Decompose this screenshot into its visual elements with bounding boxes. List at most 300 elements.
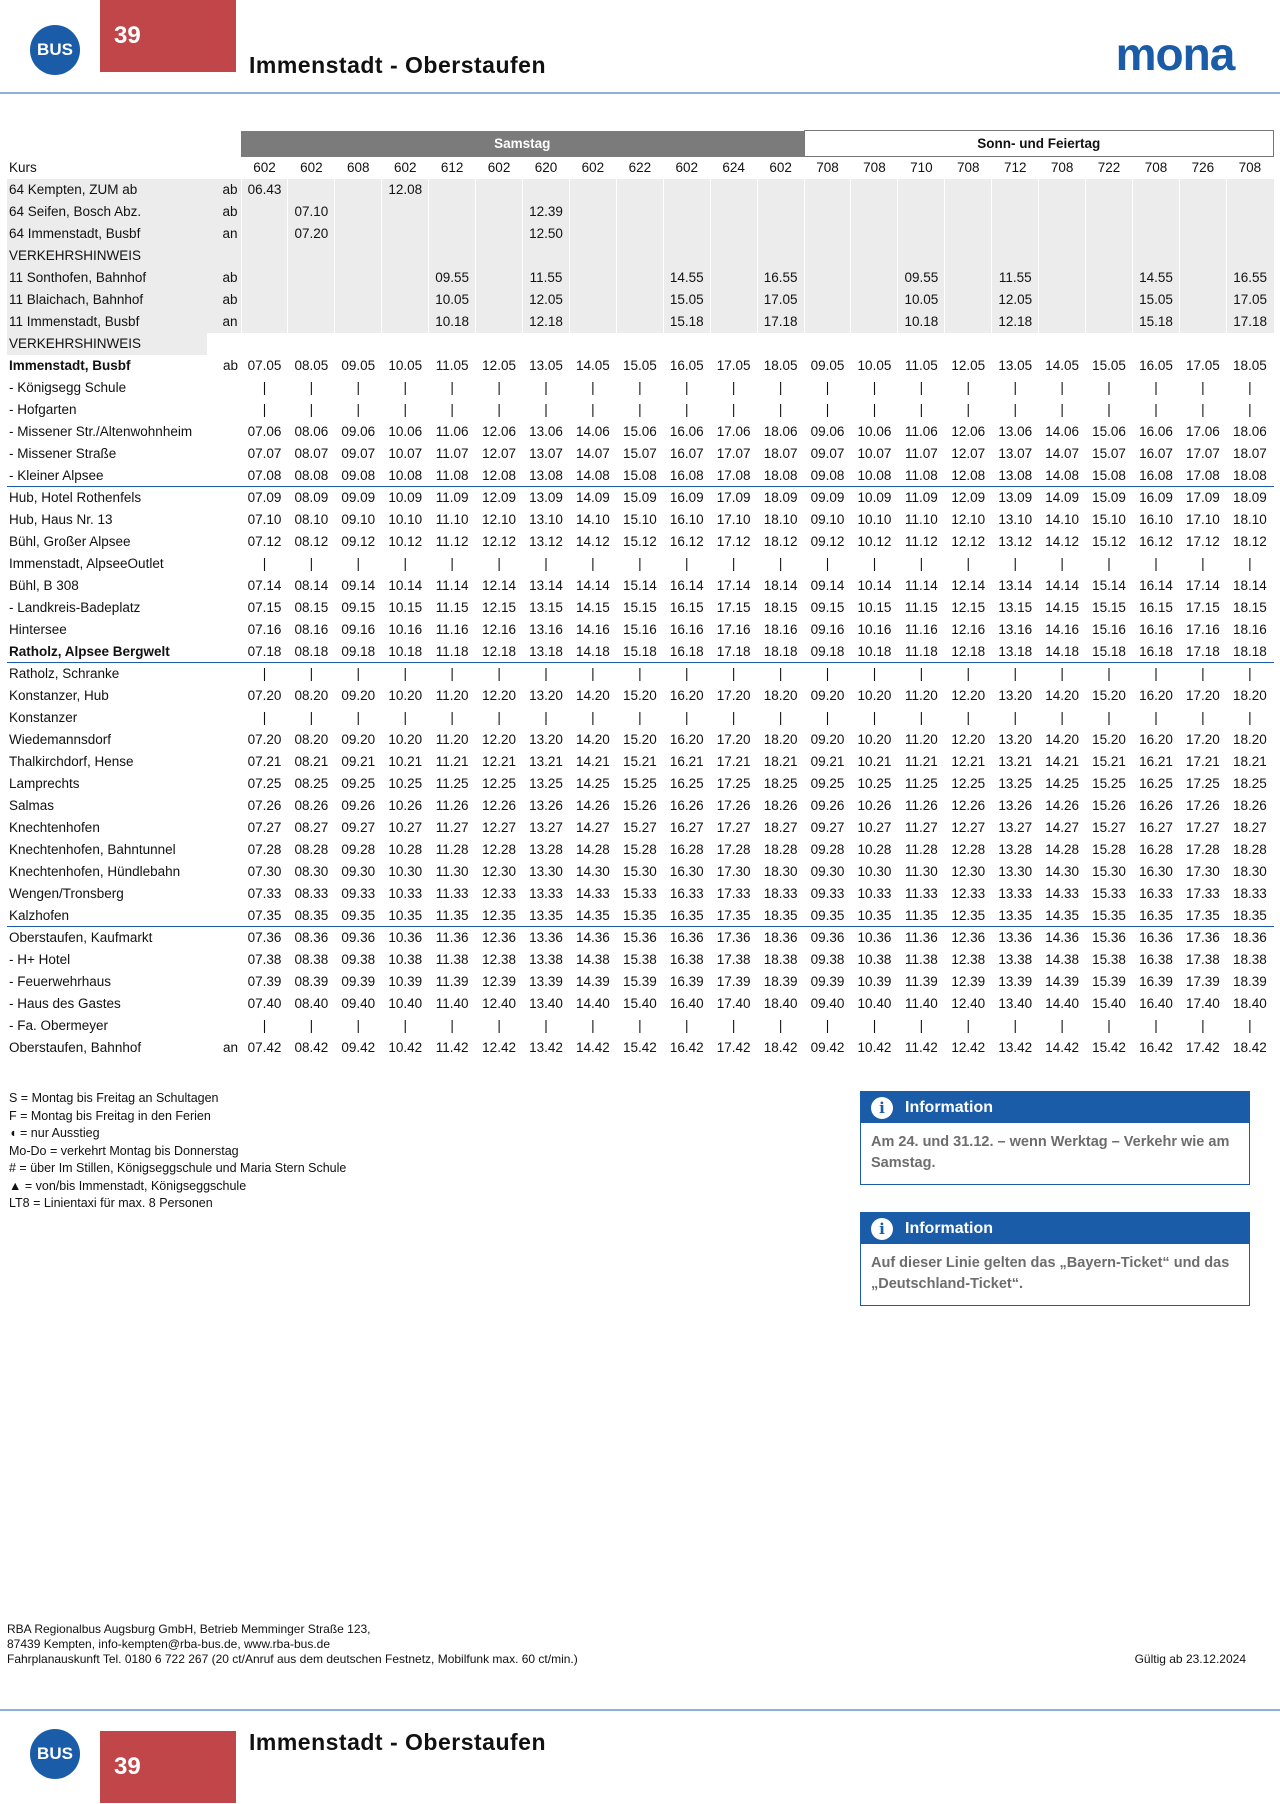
- departure-time: |: [544, 380, 548, 395]
- departure-time: 11.38: [904, 952, 938, 967]
- departure-time: |: [1060, 556, 1064, 571]
- departure-time: 17.21: [1186, 754, 1220, 769]
- departure-time: |: [638, 666, 642, 682]
- departure-time: [616, 179, 663, 201]
- departure-time: 12.21: [951, 754, 986, 769]
- timetable-row: [7, 817, 1274, 839]
- departure-time: [1039, 179, 1086, 201]
- page-title: Immenstadt - Oberstaufen: [249, 52, 546, 78]
- departure-time: [663, 201, 710, 223]
- top-header: [0, 0, 1280, 95]
- departure-time: 18.07: [1233, 446, 1267, 461]
- departure-time: 06.43: [241, 179, 288, 201]
- departure-time: 12.33: [951, 886, 986, 901]
- stop-name: Kalzhofen: [7, 905, 207, 927]
- departure-time: 09.15: [341, 600, 376, 615]
- departure-time: 09.20: [810, 688, 845, 703]
- bus-badge: BUS: [30, 25, 80, 75]
- departure-time: |: [731, 710, 736, 725]
- departure-time: 10.16: [388, 622, 423, 637]
- departure-time: [335, 223, 382, 245]
- departure-time: |: [403, 402, 407, 417]
- departure-time: 14.36: [1045, 930, 1080, 946]
- departure-time: 15.18: [1133, 311, 1180, 333]
- kurs-number: 620: [534, 160, 558, 175]
- departure-time: 18.25: [763, 776, 798, 791]
- departure-time: 12.09: [482, 490, 516, 506]
- stop-name: Wiedemannsdorf: [9, 732, 112, 747]
- departure-time: [382, 223, 429, 245]
- departure-time: [382, 267, 429, 289]
- departure-time: 10.05: [898, 289, 945, 311]
- departure-time: [616, 245, 663, 267]
- departure-time: 09.42: [810, 1040, 845, 1055]
- departure-time: 10.18: [382, 641, 429, 663]
- departure-time: 16.18: [1133, 641, 1180, 663]
- departure-time: [288, 311, 335, 333]
- arrival-departure-flag: [207, 839, 241, 861]
- departure-time: 14.39: [576, 974, 610, 989]
- departure-time: 09.33: [810, 886, 845, 901]
- departure-time: 14.26: [1045, 798, 1080, 813]
- departure-time: 09.05: [810, 358, 845, 373]
- kurs-number: 602: [487, 160, 511, 175]
- departure-time: 16.08: [1133, 465, 1180, 487]
- departure-time: |: [309, 556, 314, 571]
- departure-time: 14.39: [1045, 974, 1080, 989]
- departure-time: 08.05: [294, 358, 329, 373]
- timetable-row: [7, 465, 1274, 487]
- timetable-row: [7, 377, 1274, 399]
- departure-time: 10.42: [857, 1040, 892, 1055]
- departure-time: [1086, 289, 1133, 311]
- arrival-departure-flag: ab: [207, 201, 241, 223]
- departure-time: |: [685, 402, 689, 417]
- departure-time: 14.35: [1039, 905, 1086, 927]
- departure-time: [851, 333, 898, 355]
- departure-time: 17.36: [1186, 930, 1220, 946]
- arrival-departure-flag: [207, 971, 241, 993]
- departure-time: 13.27: [529, 820, 563, 835]
- stop-name: Oberstaufen, Kaufmarkt: [9, 930, 153, 946]
- departure-time: |: [731, 1018, 736, 1033]
- arrival-departure-flag: [207, 861, 241, 883]
- departure-time: 10.39: [857, 974, 892, 989]
- departure-time: 15.14: [1092, 578, 1126, 593]
- departure-time: 07.21: [247, 754, 282, 769]
- departure-time: |: [966, 556, 971, 571]
- departure-time: |: [685, 380, 689, 395]
- departure-time: |: [872, 710, 877, 725]
- departure-time: |: [497, 710, 501, 725]
- departure-time: 15.14: [622, 578, 657, 593]
- departure-time: 15.33: [622, 886, 657, 901]
- timetable-row: [7, 619, 1274, 641]
- departure-time: 15.38: [1092, 952, 1126, 967]
- departure-time: [382, 289, 429, 311]
- departure-time: 07.30: [247, 864, 282, 879]
- departure-time: 16.20: [669, 688, 704, 703]
- departure-time: 12.14: [482, 578, 516, 593]
- departure-time: [1039, 223, 1086, 245]
- departure-time: 10.28: [857, 842, 892, 857]
- departure-time: [616, 201, 663, 223]
- departure-time: 16.30: [1139, 864, 1173, 879]
- departure-time: 14.42: [576, 1040, 610, 1055]
- line-number-badge: 39: [100, 0, 236, 72]
- stop-name: Bühl, Großer Alpsee: [9, 534, 131, 549]
- kurs-number: 602: [769, 160, 792, 175]
- departure-time: |: [685, 710, 689, 725]
- departure-time: [523, 333, 570, 355]
- departure-time: [1226, 201, 1273, 223]
- departure-time: |: [1107, 710, 1111, 725]
- departure-time: 09.08: [335, 465, 382, 487]
- departure-time: [1179, 245, 1226, 267]
- stop-name: VERKEHRSHINWEIS: [7, 245, 207, 267]
- departure-time: |: [1248, 1018, 1252, 1033]
- departure-time: 18.05: [763, 358, 798, 373]
- departure-time: [1086, 223, 1133, 245]
- stop-name: - Fa. Obermeyer: [9, 1018, 109, 1033]
- departure-time: 16.30: [669, 864, 704, 879]
- departure-time: 08.07: [294, 446, 329, 461]
- departure-time: 13.28: [998, 842, 1033, 857]
- departure-time: 11.30: [435, 864, 469, 879]
- arrival-departure-flag: [207, 333, 241, 355]
- departure-time: [663, 245, 710, 267]
- departure-time: 08.20: [294, 732, 329, 747]
- departure-time: 12.14: [951, 578, 986, 593]
- departure-time: [945, 333, 992, 355]
- departure-time: [1133, 223, 1180, 245]
- departure-time: 12.18: [523, 311, 570, 333]
- arrival-departure-flag: [207, 245, 241, 267]
- arrival-departure-flag: [207, 465, 241, 487]
- departure-time: 11.14: [904, 578, 938, 593]
- departure-time: [476, 311, 523, 333]
- departure-time: 18.12: [1233, 534, 1267, 549]
- legend-item: ▲ = von/bis Immenstadt, Königseggschule: [9, 1178, 247, 1193]
- stop-name: 11 Sonthofen, Bahnhof: [7, 267, 207, 289]
- timetable-row: [7, 1015, 1274, 1037]
- departure-time: 09.27: [341, 820, 376, 835]
- departure-time: |: [1060, 1018, 1064, 1033]
- departure-time: 15.39: [622, 974, 657, 989]
- departure-time: 10.21: [857, 754, 892, 769]
- departure-time: 17.28: [1186, 842, 1220, 857]
- footer-divider: [0, 1709, 1280, 1711]
- departure-time: 15.07: [622, 446, 657, 461]
- departure-time: 15.09: [622, 490, 657, 506]
- departure-time: |: [872, 380, 877, 395]
- departure-time: [616, 311, 663, 333]
- departure-time: 15.35: [616, 905, 663, 927]
- departure-time: |: [544, 1018, 548, 1033]
- departure-time: [429, 179, 476, 201]
- departure-time: 07.36: [247, 930, 282, 946]
- departure-time: 14.16: [576, 622, 610, 637]
- departure-time: 12.20: [951, 688, 986, 703]
- departure-time: 18.27: [763, 820, 798, 835]
- arrival-departure-flag: [207, 597, 241, 619]
- departure-time: 09.14: [341, 578, 376, 593]
- stop-name: Ratholz, Alpsee Bergwelt: [7, 641, 207, 663]
- departure-time: 17.18: [1179, 641, 1226, 663]
- departure-time: 12.39: [951, 974, 986, 989]
- departure-time: [569, 201, 616, 223]
- departure-time: [945, 311, 992, 333]
- kurs-number: 608: [347, 160, 370, 175]
- departure-time: [1226, 223, 1273, 245]
- timetable-row: [7, 179, 1274, 201]
- departure-time: 11.06: [435, 424, 469, 439]
- stop-name: Knechtenhofen: [9, 820, 100, 835]
- departure-time: 18.21: [763, 754, 798, 769]
- departure-time: 13.05: [998, 358, 1033, 373]
- departure-time: 08.38: [294, 952, 329, 967]
- departure-time: 17.18: [757, 311, 804, 333]
- departure-time: 07.07: [247, 446, 282, 461]
- departure-time: 15.21: [622, 754, 657, 769]
- departure-time: [804, 267, 851, 289]
- departure-time: |: [1060, 402, 1064, 417]
- departure-time: 18.35: [1226, 905, 1273, 927]
- departure-time: |: [685, 666, 689, 682]
- departure-time: [1179, 179, 1226, 201]
- footer-line: RBA Regionalbus Augsburg GmbH, Betrieb Memminger Straße 123,: [7, 1622, 371, 1636]
- departure-time: 11.21: [904, 754, 938, 769]
- departure-time: |: [1107, 666, 1111, 682]
- departure-time: 07.27: [247, 820, 282, 835]
- departure-time: [288, 245, 335, 267]
- departure-time: 17.21: [716, 754, 751, 769]
- departure-time: 14.28: [1045, 842, 1080, 857]
- departure-time: 10.06: [857, 424, 892, 439]
- departure-time: 10.14: [388, 578, 423, 593]
- departure-time: [616, 267, 663, 289]
- departure-time: |: [497, 666, 501, 682]
- departure-time: 15.20: [622, 688, 657, 703]
- departure-time: |: [262, 556, 267, 571]
- departure-time: 16.09: [1139, 490, 1173, 506]
- departure-time: 12.15: [951, 600, 986, 615]
- departure-time: 16.28: [1139, 842, 1173, 857]
- departure-time: [569, 223, 616, 245]
- departure-time: 12.20: [482, 688, 516, 703]
- departure-time: 12.18: [992, 311, 1039, 333]
- timetable-row: [7, 201, 1274, 223]
- departure-time: 09.26: [341, 798, 376, 813]
- departure-time: 10.27: [388, 820, 423, 835]
- departure-time: 10.10: [388, 512, 423, 527]
- departure-time: |: [872, 666, 877, 682]
- departure-time: 08.40: [294, 996, 329, 1011]
- departure-time: 11.18: [429, 641, 476, 663]
- departure-time: 13.39: [998, 974, 1033, 989]
- departure-time: 12.08: [945, 465, 992, 487]
- departure-time: 16.14: [669, 578, 704, 593]
- footer-line: 87439 Kempten, info-kempten@rba-bus.de, www.rba-bus.de: [7, 1637, 331, 1651]
- departure-time: [1086, 333, 1133, 355]
- departure-time: 12.20: [482, 732, 516, 747]
- departure-time: [851, 311, 898, 333]
- departure-time: 09.42: [341, 1040, 376, 1055]
- departure-time: 14.07: [1045, 446, 1080, 461]
- departure-time: [804, 245, 851, 267]
- departure-time: 10.38: [857, 952, 892, 967]
- departure-time: 17.12: [1186, 534, 1220, 549]
- departure-time: 07.20: [288, 223, 335, 245]
- stop-name: Immenstadt, Busbf: [9, 358, 131, 373]
- departure-time: 13.12: [998, 534, 1033, 549]
- departure-time: 10.42: [388, 1040, 423, 1055]
- departure-time: 14.06: [576, 424, 610, 439]
- arrival-departure-flag: [207, 773, 241, 795]
- stop-name: - H+ Hotel: [9, 952, 71, 967]
- departure-time: 13.09: [998, 490, 1033, 506]
- kurs-number: 602: [393, 160, 417, 175]
- departure-time: 14.55: [663, 267, 710, 289]
- departure-time: 12.12: [951, 534, 986, 549]
- departure-time: 08.33: [294, 886, 329, 901]
- departure-time: 18.20: [763, 688, 798, 703]
- departure-time: 16.38: [1139, 952, 1173, 967]
- departure-time: 14.09: [576, 490, 610, 506]
- departure-time: 12.50: [523, 223, 570, 245]
- departure-time: 07.08: [241, 465, 288, 487]
- departure-time: [757, 333, 804, 355]
- departure-time: 07.12: [247, 534, 282, 549]
- departure-time: 11.33: [435, 886, 469, 901]
- kurs-number: 712: [1003, 160, 1027, 176]
- departure-time: |: [1201, 1018, 1205, 1033]
- stop-name: - Haus des Gastes: [9, 996, 121, 1011]
- departure-time: 13.08: [992, 465, 1039, 487]
- departure-time: 17.40: [716, 996, 751, 1011]
- arrival-departure-flag: [207, 1015, 241, 1037]
- arrival-departure-flag: [207, 795, 241, 817]
- departure-time: 18.38: [763, 952, 798, 967]
- departure-time: [945, 267, 992, 289]
- stop-name: Konstanzer, Hub: [9, 688, 109, 703]
- departure-time: [992, 245, 1039, 267]
- departure-time: 15.18: [1086, 641, 1133, 663]
- arrival-departure-flag: ab: [207, 289, 241, 311]
- departure-time: 12.10: [951, 512, 986, 527]
- departure-time: 09.39: [810, 974, 845, 989]
- stop-name: Thalkirchdorf, Hense: [9, 754, 134, 769]
- info-title: Information: [905, 1219, 993, 1237]
- departure-time: 07.16: [247, 622, 282, 637]
- departure-time: [335, 267, 382, 289]
- departure-time: 14.18: [1039, 641, 1086, 663]
- departure-time: |: [872, 402, 877, 417]
- departure-time: 14.09: [1045, 490, 1080, 506]
- departure-time: |: [1248, 402, 1252, 417]
- departure-time: |: [778, 402, 783, 417]
- departure-time: 12.40: [482, 996, 516, 1011]
- departure-time: 17.20: [1186, 688, 1220, 703]
- departure-time: 11.09: [904, 490, 938, 506]
- departure-time: [1086, 201, 1133, 223]
- departure-time: 13.21: [998, 754, 1033, 769]
- departure-time: |: [825, 1018, 830, 1033]
- departure-time: |: [1248, 710, 1252, 725]
- departure-time: 12.26: [951, 798, 986, 813]
- departure-time: [710, 267, 757, 289]
- departure-time: 13.42: [998, 1040, 1033, 1055]
- departure-time: 18.40: [1233, 996, 1267, 1011]
- departure-time: [710, 311, 757, 333]
- departure-time: 15.16: [622, 622, 657, 637]
- departure-time: |: [450, 710, 454, 725]
- departure-time: 17.35: [710, 905, 757, 927]
- departure-time: |: [356, 1018, 361, 1033]
- departure-time: 15.12: [1092, 534, 1126, 549]
- departure-time: |: [356, 402, 361, 417]
- departure-time: 15.27: [1092, 820, 1126, 835]
- timetable-row: [7, 641, 1274, 663]
- departure-time: |: [262, 380, 267, 395]
- kurs-number: 726: [1191, 160, 1215, 176]
- departure-time: 17.25: [716, 776, 751, 791]
- departure-time: 11.28: [904, 842, 938, 857]
- departure-time: 18.10: [763, 512, 798, 527]
- departure-time: 16.07: [1139, 446, 1173, 461]
- departure-time: 16.10: [669, 512, 704, 527]
- departure-time: 18.15: [763, 600, 798, 615]
- departure-time: 18.33: [1233, 886, 1267, 901]
- departure-time: |: [966, 1018, 971, 1033]
- departure-time: |: [403, 710, 407, 725]
- departure-time: [757, 223, 804, 245]
- departure-time: 13.06: [529, 424, 563, 439]
- header-divider: [0, 92, 1280, 94]
- departure-time: 13.30: [529, 864, 563, 879]
- timetable-row: [7, 663, 1274, 685]
- departure-time: [476, 333, 523, 355]
- departure-time: 14.36: [576, 930, 610, 946]
- departure-time: 11.40: [904, 996, 938, 1011]
- departure-time: [757, 245, 804, 267]
- departure-time: 14.33: [1045, 886, 1080, 901]
- departure-time: [804, 333, 851, 355]
- departure-time: 15.21: [1092, 754, 1126, 769]
- timetable-row: [7, 861, 1274, 883]
- departure-time: 17.42: [716, 1040, 751, 1055]
- departure-time: 13.28: [529, 842, 563, 857]
- stop-name: Immenstadt, AlpseeOutlet: [9, 556, 164, 571]
- departure-time: |: [450, 380, 454, 395]
- departure-time: 10.15: [388, 600, 423, 615]
- departure-time: [241, 267, 288, 289]
- legend-item: Mo-Do = verkehrt Montag bis Donnerstag: [9, 1143, 239, 1158]
- departure-time: 13.08: [523, 465, 570, 487]
- departure-time: 15.30: [622, 864, 657, 879]
- departure-time: 13.12: [529, 534, 563, 549]
- departure-time: 07.09: [247, 490, 282, 506]
- departure-time: 13.26: [998, 798, 1033, 813]
- departure-time: 14.26: [576, 798, 610, 813]
- departure-time: [804, 311, 851, 333]
- departure-time: 08.06: [294, 424, 329, 439]
- departure-time: 10.40: [388, 996, 423, 1011]
- departure-time: |: [1154, 666, 1158, 682]
- departure-time: 16.27: [669, 820, 704, 835]
- departure-time: 16.05: [669, 358, 704, 373]
- departure-time: 12.36: [482, 930, 516, 946]
